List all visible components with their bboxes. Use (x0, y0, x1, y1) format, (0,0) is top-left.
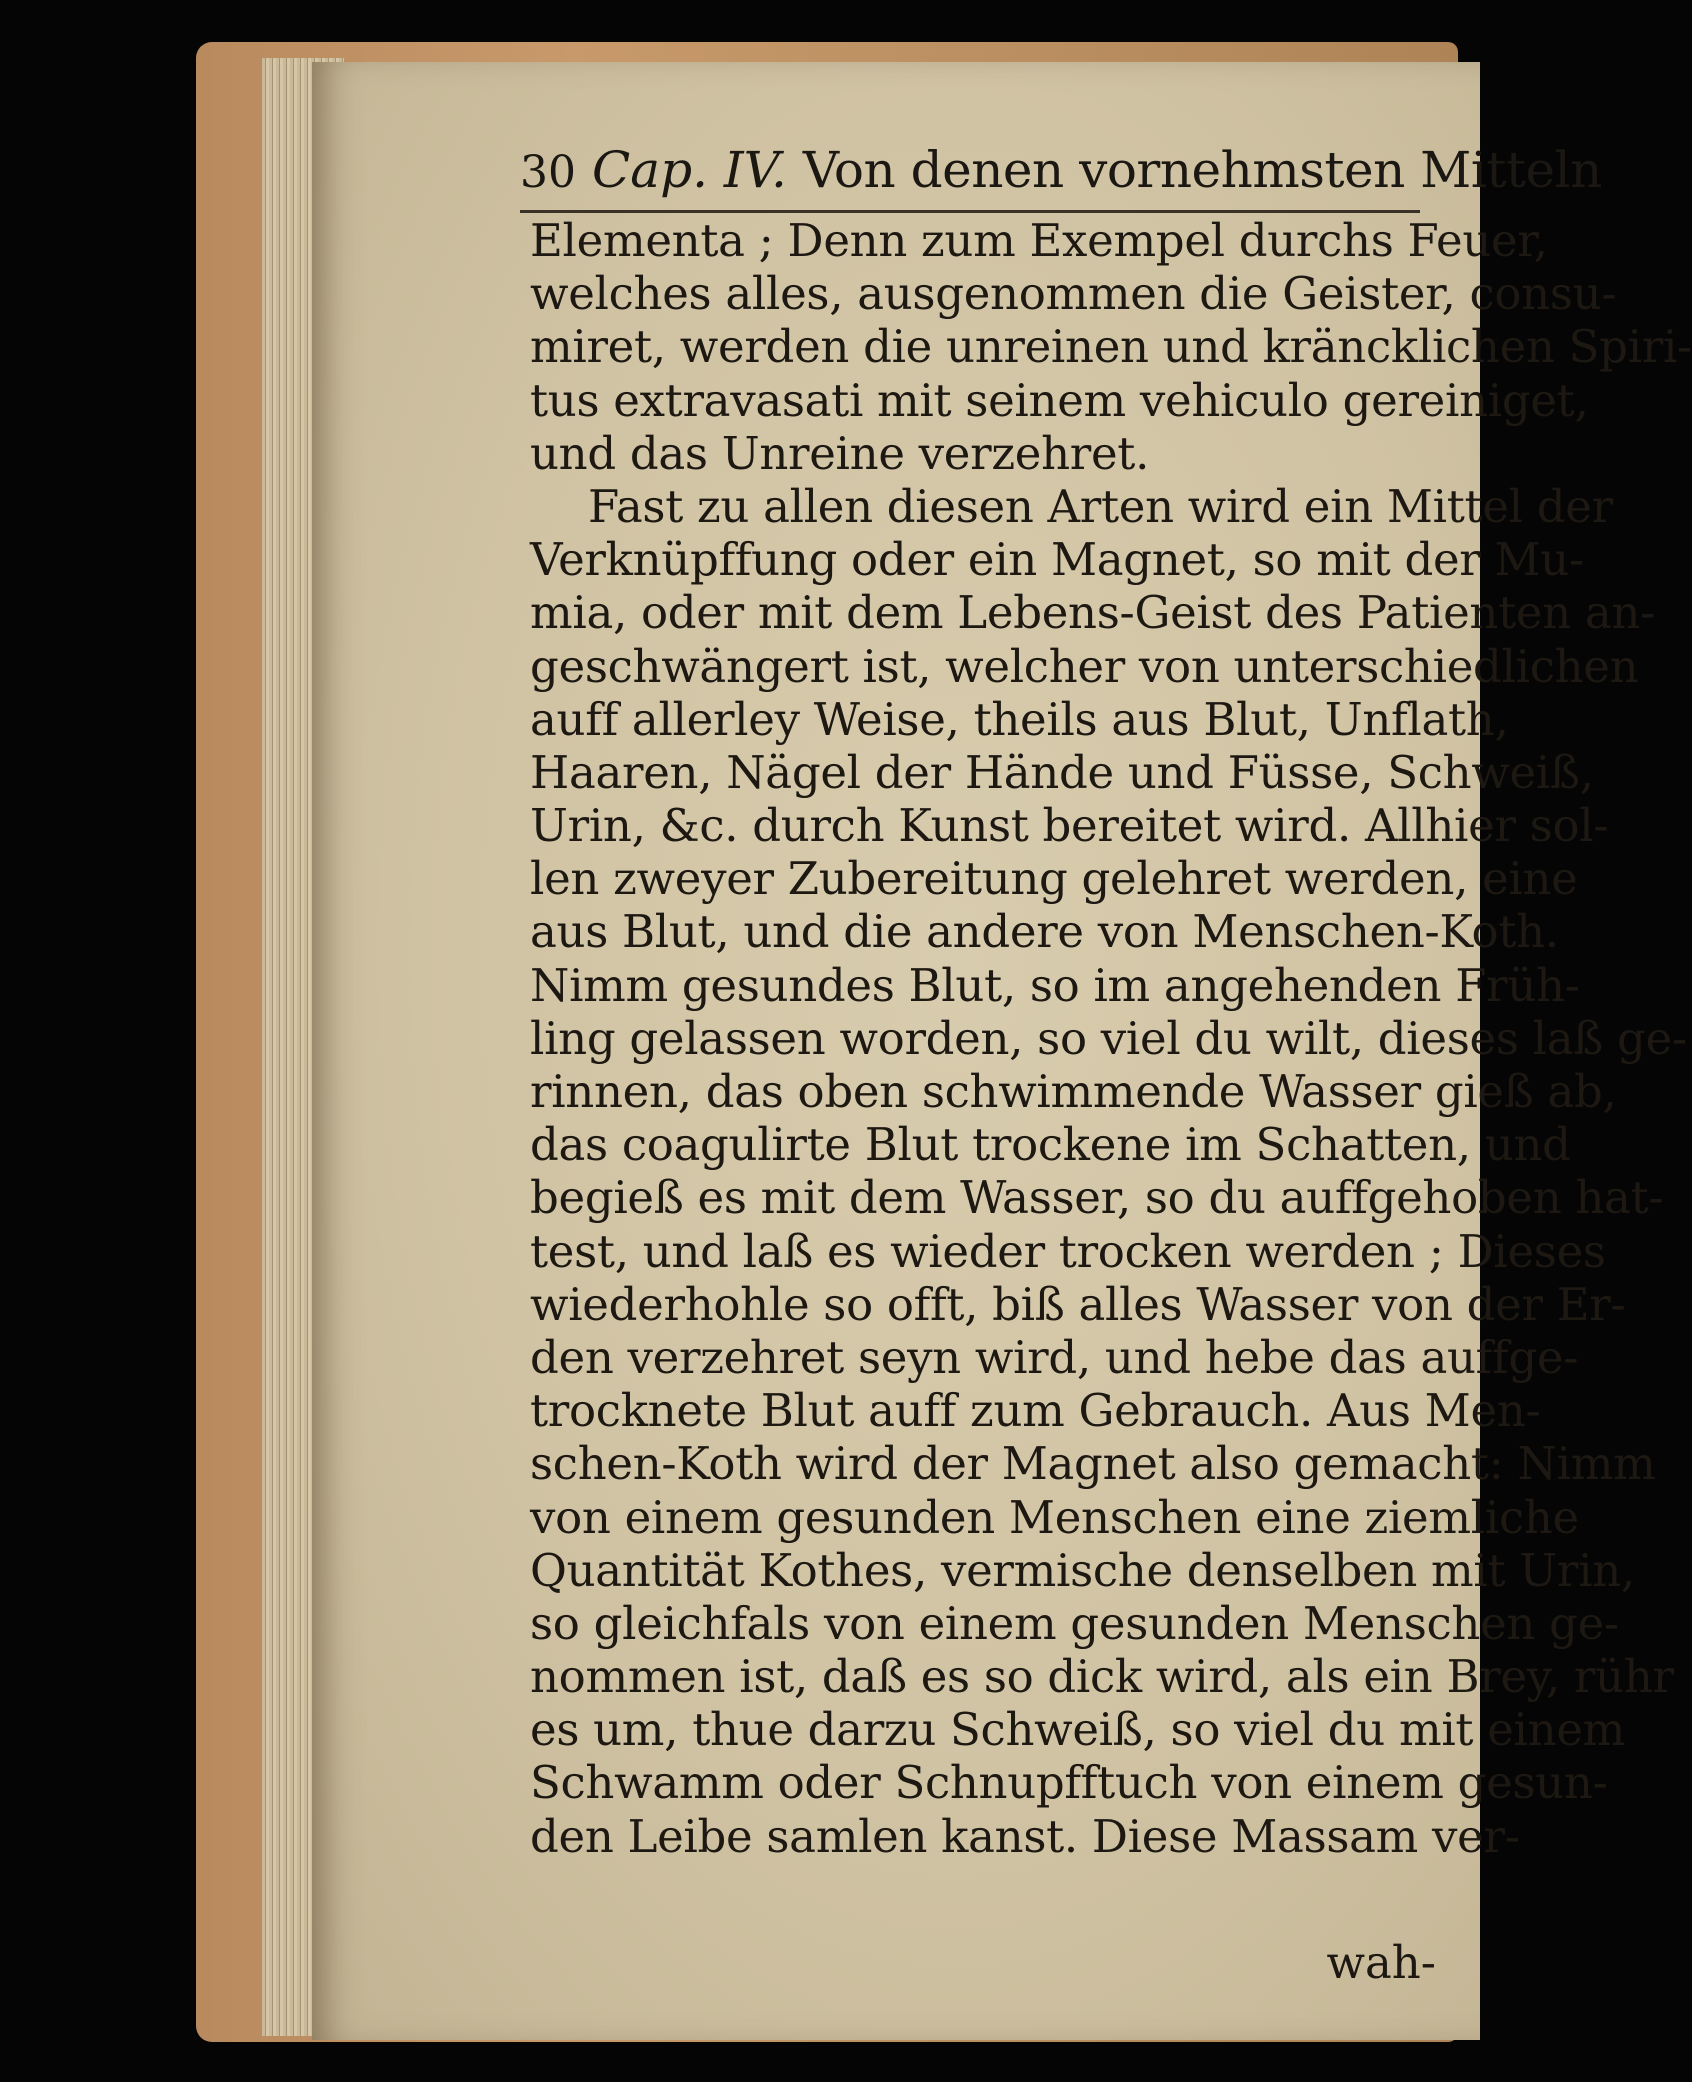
page-number: 30 (520, 147, 576, 198)
running-header (520, 130, 1602, 213)
text-line: nommen ist, daß es so dick wird, als ein Brey, rühr (530, 1650, 1674, 1704)
text-line: aus Blut, und die andere von Menschen-Koth. (530, 905, 1559, 959)
text-line: begieß es mit dem Wasser, so du auffgehoben hat- (530, 1171, 1664, 1225)
text-line: Nimm gesundes Blut, so im angehenden Früh- (530, 958, 1580, 1012)
text-line: Schwamm oder Schnupfftuch von einem gesun- (530, 1756, 1608, 1810)
text-line: Verknüpffung oder ein Magnet, so mit der Mu- (530, 533, 1584, 587)
text-line: ling gelassen worden, so viel du wilt, dieses laß ge- (530, 1011, 1687, 1065)
chapter-label: Cap. IV. (592, 141, 787, 199)
text-line: schen-Koth wird der Magnet also gemacht: Nimm (530, 1437, 1656, 1491)
text-line: so gleichfals von einem gesunden Menschen ge- (530, 1596, 1619, 1650)
text-line: geschwängert ist, welcher von unterschiedlichen (530, 639, 1639, 693)
text-line: miret, werden die unreinen und kräncklichen Spiri- (530, 320, 1692, 374)
text-line: mia, oder mit dem Lebens-Geist des Patienten an- (530, 586, 1656, 640)
text-line: von einem gesunden Menschen eine ziemliche (530, 1490, 1579, 1544)
header-title: Von denen vornehmsten Mitteln (802, 141, 1602, 199)
text-line: das coagulirte Blut trockene im Schatten, und (530, 1118, 1571, 1172)
text-line: welches alles, ausgenommen die Geister, consu- (530, 267, 1617, 321)
text-line: trocknete Blut auff zum Gebrauch. Aus Men- (530, 1384, 1541, 1438)
text-line: Fast zu allen diesen Arten wird ein Mittel der (588, 479, 1613, 533)
text-line: und das Unreine verzehret. (530, 426, 1150, 480)
text-line: den verzehret seyn wird, und hebe das auffge- (530, 1330, 1579, 1384)
text-line: es um, thue darzu Schweiß, so viel du mit einem (530, 1703, 1626, 1757)
text-line: test, und laß es wieder trocken werden ; Dieses (530, 1224, 1606, 1278)
text-line: auff allerley Weise, theils aus Blut, Unflath, (530, 692, 1509, 746)
text-line: den Leibe samlen kanst. Diese Massam ver- (530, 1809, 1520, 1863)
text-line: rinnen, das oben schwimmende Wasser gieß ab, (530, 1065, 1617, 1118)
text-line: Urin, &c. durch Kunst bereitet wird. Allhier sol- (530, 799, 1609, 853)
text-line: tus extravasati mit seinem vehiculo gereiniget, (530, 373, 1589, 427)
text-line: Quantität Kothes, vermische denselben mit Urin, (530, 1543, 1635, 1597)
book-page (312, 62, 1692, 2040)
text-line: len zweyer Zubereitung gelehret werden, eine (530, 852, 1578, 906)
body-text (530, 214, 1692, 1863)
catchword: wah- (1326, 1936, 1436, 1989)
text-line: wiederhohle so offt, biß alles Wasser von der Er- (530, 1277, 1626, 1331)
text-line: Haaren, Nägel der Hände und Füsse, Schweiß, (530, 745, 1594, 799)
text-line: Elementa ; Denn zum Exempel durchs Feuer, (530, 214, 1548, 267)
